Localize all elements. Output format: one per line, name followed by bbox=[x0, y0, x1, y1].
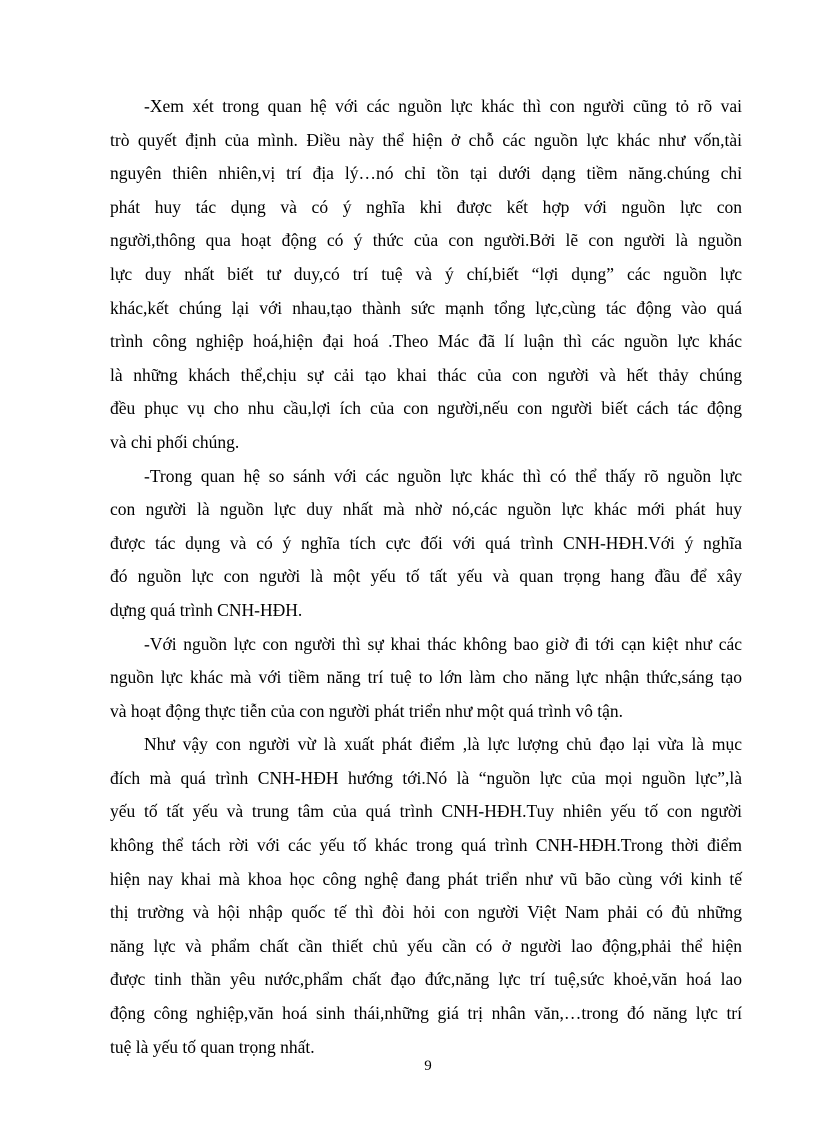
body-text bbox=[110, 90, 742, 1064]
text-line: trình công nghiệp hoá,hiện đại hoá .Theo Mác đã lí luận thì các nguồn lực khác bbox=[110, 331, 742, 352]
text-line: trò quyết định của mình. Điều này thể hiện ở chỗ các nguồn lực khác như vốn,tài bbox=[110, 129, 742, 150]
text-line: khác,kết chúng lại với nhau,tạo thành sức mạnh tổng lực,cùng tác động vào quá bbox=[110, 297, 742, 318]
paragraph-4 bbox=[110, 728, 742, 1064]
page-number: 9 bbox=[424, 1058, 432, 1074]
text-line: Như vậy con người vừ là xuất phát điểm ,là lực lượng chủ đạo lại vừa là mục bbox=[144, 734, 742, 755]
text-line: là những khách thể,chịu sự cải tạo khai thác của con người và hết thảy chúng bbox=[110, 364, 742, 385]
text-line: phát huy tác dụng và có ý nghĩa khi được kết hợp với nguồn lực con bbox=[110, 196, 742, 217]
text-line: dựng quá trình CNH-HĐH. bbox=[110, 599, 303, 620]
text-line: lực duy nhất biết tư duy,có trí tuệ và ý chí,biết “lợi dụng” các nguồn lực bbox=[110, 263, 742, 284]
text-line: được tinh thần yêu nước,phẩm chất đạo đức,năng lực trí tuệ,sức khoẻ,văn hoá lao bbox=[110, 969, 742, 990]
paragraph-2 bbox=[110, 460, 742, 628]
text-line: được tác dụng và có ý nghĩa tích cực đối với quá trình CNH-HĐH.Với ý nghĩa bbox=[110, 532, 742, 553]
text-line: con người là nguồn lực duy nhất mà nhờ nó,các nguồn lực khác mới phát huy bbox=[110, 499, 742, 520]
text-line: tuệ là yếu tố quan trọng nhất. bbox=[110, 1036, 315, 1057]
text-line: đó nguồn lực con người là một yếu tố tất yếu và quan trọng hang đầu để xây bbox=[110, 566, 742, 587]
text-line: -Trong quan hệ so sánh với các nguồn lực khác thì có thể thấy rõ nguồn lực bbox=[144, 465, 742, 486]
text-line: năng lực và phẩm chất cần thiết chủ yếu cần có ở người lao động,phải thể hiện bbox=[110, 935, 742, 956]
text-line: nguồn lực khác mà với tiềm năng trí tuệ to lớn làm cho năng lực nhận thức,sáng tạo bbox=[110, 667, 742, 688]
text-line: thị trường và hội nhập quốc tế thì đòi hỏi con người Việt Nam phải có đủ những bbox=[110, 902, 742, 923]
text-line: và chi phối chúng. bbox=[110, 431, 240, 452]
paragraph-3 bbox=[110, 628, 742, 729]
text-line: -Với nguồn lực con người thì sự khai thác không bao giờ đi tới cạn kiệt như các bbox=[144, 633, 742, 654]
text-line: -Xem xét trong quan hệ với các nguồn lực khác thì con người cũng tỏ rõ vai bbox=[144, 96, 742, 116]
text-line: không thể tách rời với các yếu tố khác trong quá trình CNH-HĐH.Trong thời điểm bbox=[110, 835, 742, 856]
paragraph-1 bbox=[110, 90, 742, 460]
text-line: động công nghiệp,văn hoá sinh thái,những giá trị nhân văn,…trong đó năng lực trí bbox=[110, 1003, 742, 1024]
text-line: và hoạt động thực tiễn của con người phát triển như một quá trình vô tận. bbox=[110, 700, 624, 721]
text-line: hiện nay khai mà khoa học công nghệ đang phát triển như vũ bão cùng với kinh tế bbox=[110, 868, 742, 889]
text-line: yếu tố tất yếu và trung tâm của quá trình CNH-HĐH.Tuy nhiên yếu tố con người bbox=[110, 801, 742, 822]
text-line: đều phục vụ cho nhu cầu,lợi ích của con người,nếu con người biết cách tác động bbox=[110, 398, 742, 419]
text-line: nguyên thiên nhiên,vị trí địa lý…nó chỉ tồn tại dưới dạng tiềm năng.chúng chỉ bbox=[110, 163, 742, 184]
text-line: đích mà quá trình CNH-HĐH hướng tới.Nó là “nguồn lực của mọi nguồn lực”,là bbox=[110, 767, 742, 788]
text-line: người,thông qua hoạt động có ý thức của con người.Bởi lẽ con người là nguồn bbox=[110, 230, 742, 251]
